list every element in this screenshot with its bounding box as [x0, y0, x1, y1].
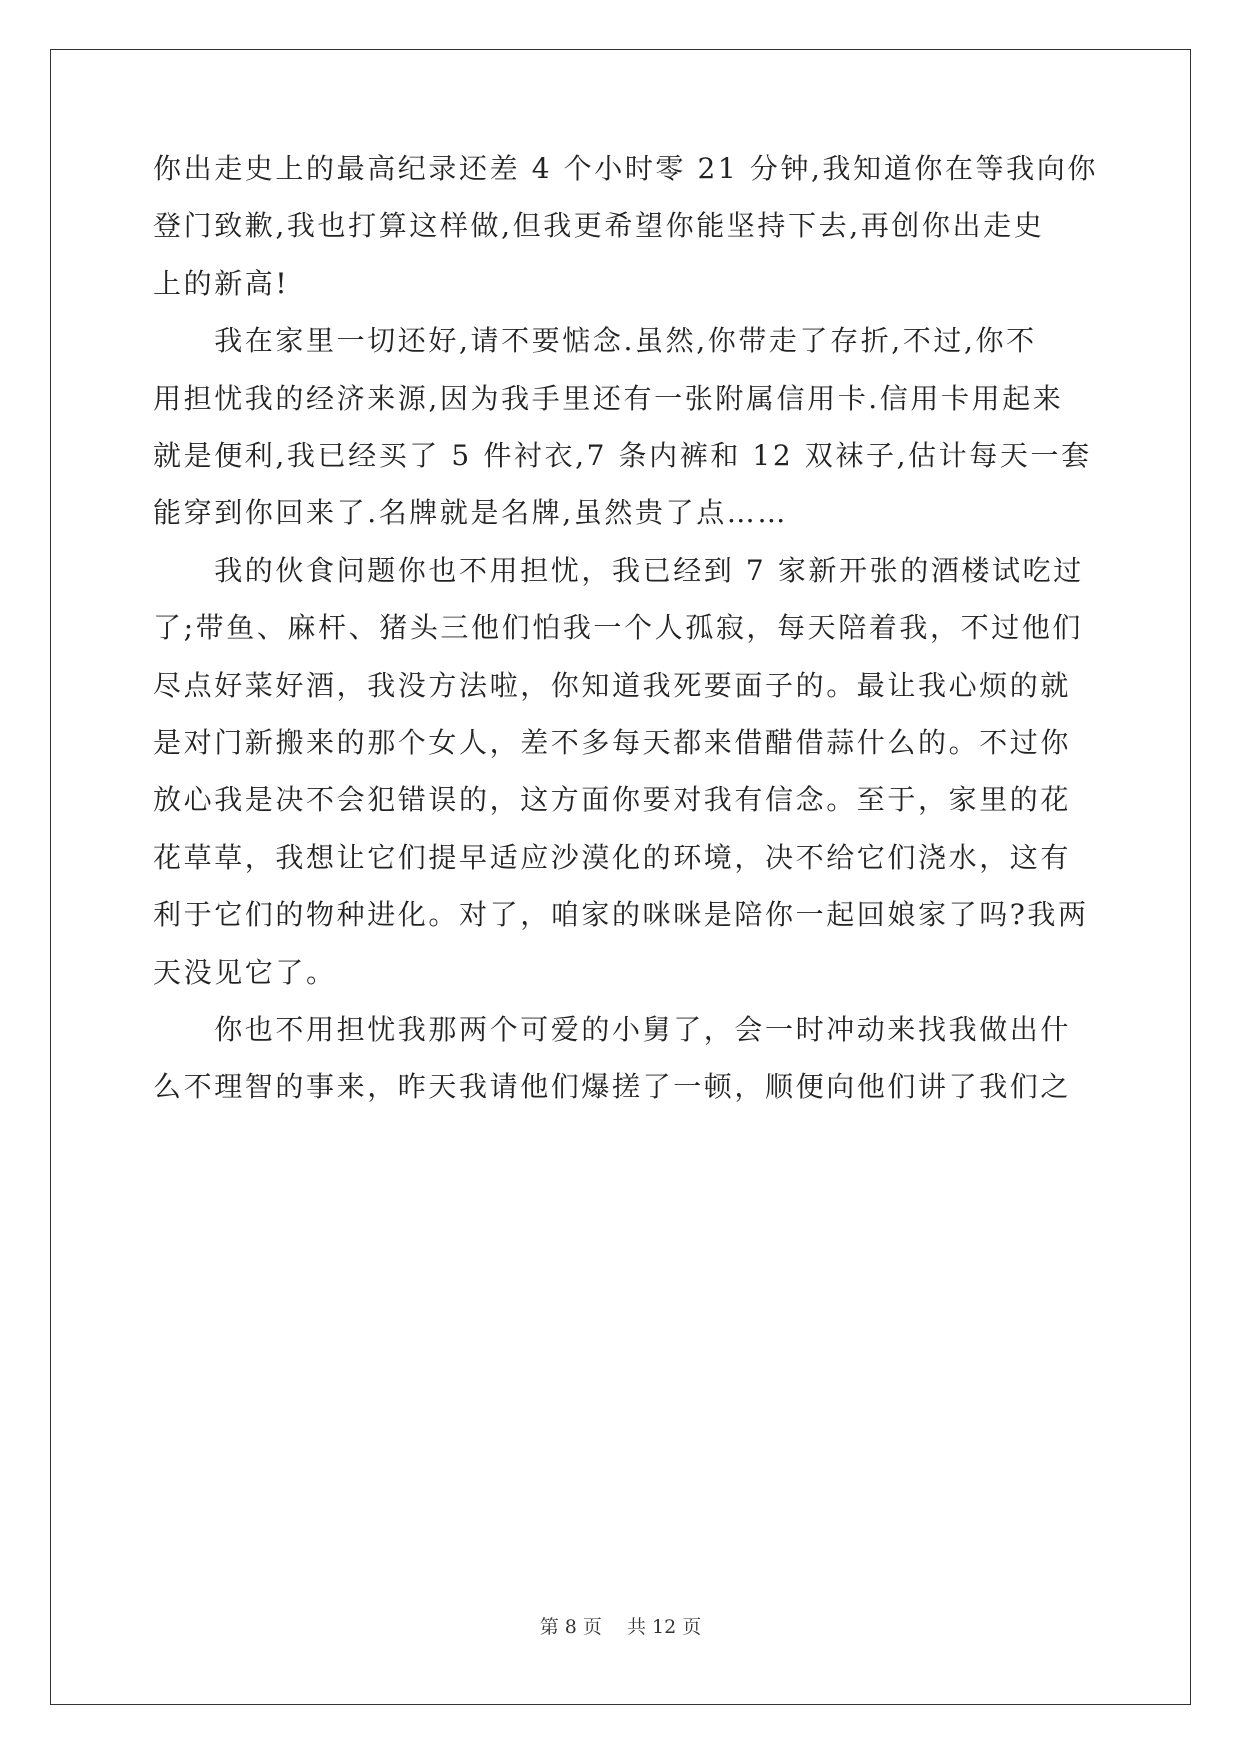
text-line: 你也不用担忧我那两个可爱的小舅了，会一时冲动来找我做出什: [153, 1013, 1072, 1046]
text-line: 放心我是决不会犯错误的，这方面你要对我有信念。至于，家里的花: [153, 783, 1072, 816]
text-line: 天没见它了。: [153, 956, 337, 989]
text-line: 花草草，我想让它们提早适应沙漠化的环境，决不给它们浇水，这有: [153, 841, 1072, 874]
text-line: 用担忧我的经济来源,因为我手里还有一张附属信用卡.信用卡用起来: [153, 382, 1064, 415]
text-line: 了;带鱼、麻杆、猪头三他们怕我一个人孤寂，每天陪着我，不过他们: [153, 611, 1084, 644]
text-line: 你出走史上的最高纪录还差 4 个小时零 21 分钟,我知道你在等我向你: [153, 152, 1098, 185]
text-line: 尽点好菜好酒，我没方法啦，你知道我死要面子的。最让我心烦的就: [153, 669, 1072, 702]
page-number-footer: 第 8 页 共 12 页: [539, 1616, 702, 1638]
text-line: 么不理智的事来，昨天我请他们爆搓了一顿，顺便向他们讲了我们之: [153, 1070, 1072, 1103]
text-line: 就是便利,我已经买了 5 件衬衣,7 条内裤和 12 双袜子,估计每天一套: [153, 439, 1092, 472]
text-line: 利于它们的物种进化。对了，咱家的咪咪是陪你一起回娘家了吗?我两: [153, 898, 1089, 931]
text-line: 我在家里一切还好,请不要惦念.虽然,你带走了存折,不过,你不: [153, 324, 1037, 357]
text-line: 登门致歉,我也打算这样做,但我更希望你能坚持下去,再创你出走史: [153, 209, 1045, 242]
text-line: 我的伙食问题你也不用担忧，我已经到 7 家新开张的酒楼试吃过: [153, 554, 1084, 587]
text-line: 是对门新搬来的那个女人，差不多每天都来借醋借蒜什么的。不过你: [153, 726, 1072, 759]
text-line: 上的新高!: [153, 267, 290, 300]
text-line: 能穿到你回来了.名牌就是名牌,虽然贵了点……: [153, 496, 789, 529]
